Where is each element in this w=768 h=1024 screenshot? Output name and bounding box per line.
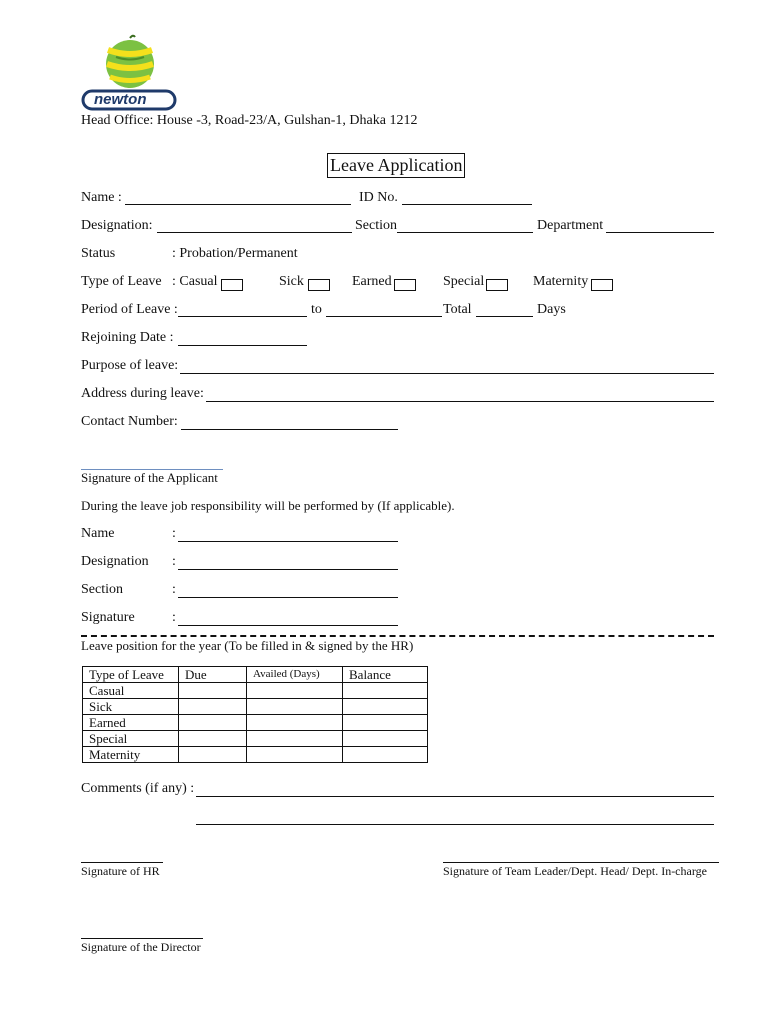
table-header-due: Due (179, 667, 247, 683)
hr-section-heading: Leave position for the year (To be filled in & signed by the HR) (81, 638, 414, 653)
table-cell-due[interactable] (179, 731, 247, 747)
resp-designation-field[interactable] (178, 569, 398, 570)
resp-section-colon: : (172, 582, 176, 597)
contact-label: Contact Number: (81, 414, 178, 429)
resp-name-label: Name (81, 526, 115, 541)
responsibility-intro: During the leave job responsibility will be performed by (If applicable). (81, 498, 455, 513)
address-label: Address during leave: (81, 386, 204, 401)
resp-section-field[interactable] (178, 597, 398, 598)
resp-designation-colon: : (172, 554, 176, 569)
newton-logo (80, 34, 178, 112)
page-title: Leave Application (327, 153, 465, 178)
table-cell-balance[interactable] (343, 715, 428, 731)
table-cell-availed[interactable] (247, 715, 343, 731)
leave-earned-checkbox[interactable] (394, 279, 416, 291)
table-row-type: Earned (83, 715, 179, 731)
team-leader-signature-line[interactable] (443, 862, 719, 863)
leave-casual-label: : Casual (172, 274, 218, 289)
table-row-type: Casual (83, 683, 179, 699)
total-days-field[interactable] (476, 316, 533, 317)
leave-position-table (82, 666, 428, 763)
period-to-field[interactable] (326, 316, 442, 317)
rejoining-date-label: Rejoining Date : (81, 330, 174, 345)
table-cell-balance[interactable] (343, 731, 428, 747)
table-header-row (83, 667, 428, 683)
period-from-field[interactable] (178, 316, 307, 317)
table-cell-due[interactable] (179, 683, 247, 699)
table-header-availed: Availed (Days) (247, 667, 343, 683)
leave-maternity-label: Maternity (533, 274, 589, 289)
leave-special-label: Special (443, 274, 485, 289)
status-value: : Probation/Permanent (172, 246, 298, 261)
resp-name-field[interactable] (178, 541, 398, 542)
dashed-divider (81, 635, 714, 637)
newton-logo-text: newton (94, 91, 147, 108)
purpose-field[interactable] (180, 373, 714, 374)
table-row-type: Special (83, 731, 179, 747)
hr-signature-line[interactable] (81, 862, 163, 863)
name-label: Name : (81, 190, 122, 205)
table-cell-due[interactable] (179, 699, 247, 715)
contact-field[interactable] (181, 429, 398, 430)
table-cell-availed[interactable] (247, 683, 343, 699)
period-to-label: to (311, 302, 322, 317)
comments-field-1[interactable] (196, 796, 714, 797)
days-label: Days (537, 302, 566, 317)
table-cell-availed[interactable] (247, 731, 343, 747)
status-label: Status (81, 246, 116, 261)
head-office-address: Head Office: House -3, Road-23/A, Gulshan-1, Dhaka 1212 (81, 113, 418, 128)
table-row (83, 683, 428, 699)
hr-signature-label: Signature of HR (81, 864, 160, 878)
table-cell-due[interactable] (179, 715, 247, 731)
director-signature-label: Signature of the Director (81, 940, 201, 954)
address-field[interactable] (206, 401, 714, 402)
section-label: Section (355, 218, 397, 233)
resp-signature-field[interactable] (178, 625, 398, 626)
table-row (83, 731, 428, 747)
period-of-leave-label: Period of Leave : (81, 302, 178, 317)
leave-earned-label: Earned (352, 274, 392, 289)
designation-field[interactable] (157, 232, 352, 233)
table-row-type: Maternity (83, 747, 179, 763)
director-signature-line[interactable] (81, 938, 203, 939)
resp-name-colon: : (172, 526, 176, 541)
table-cell-due[interactable] (179, 747, 247, 763)
type-of-leave-label: Type of Leave (81, 274, 162, 289)
id-no-label: ID No. (359, 190, 398, 205)
leave-special-checkbox[interactable] (486, 279, 508, 291)
table-cell-availed[interactable] (247, 747, 343, 763)
team-leader-signature-label: Signature of Team Leader/Dept. Head/ Dept. In-charge (443, 864, 707, 878)
resp-signature-label: Signature (81, 610, 135, 625)
table-header-balance: Balance (343, 667, 428, 683)
comments-label: Comments (if any) : (81, 781, 195, 796)
rejoining-date-field[interactable] (178, 345, 307, 346)
id-no-field[interactable] (402, 204, 532, 205)
purpose-label: Purpose of leave: (81, 358, 179, 373)
table-row (83, 715, 428, 731)
department-field[interactable] (606, 232, 714, 233)
table-row (83, 699, 428, 715)
table-header-type: Type of Leave (83, 667, 179, 683)
leave-sick-checkbox[interactable] (308, 279, 330, 291)
designation-label: Designation: (81, 218, 153, 233)
resp-section-label: Section (81, 582, 123, 597)
table-row-type: Sick (83, 699, 179, 715)
table-cell-availed[interactable] (247, 699, 343, 715)
leave-sick-label: Sick (279, 274, 304, 289)
table-cell-balance[interactable] (343, 699, 428, 715)
department-label: Department (537, 218, 604, 233)
comments-field-2[interactable] (196, 824, 714, 825)
leave-maternity-checkbox[interactable] (591, 279, 613, 291)
applicant-signature-label: Signature of the Applicant (81, 470, 218, 485)
table-cell-balance[interactable] (343, 747, 428, 763)
resp-designation-label: Designation (81, 554, 149, 569)
table-row (83, 747, 428, 763)
resp-signature-colon: : (172, 610, 176, 625)
name-field[interactable] (125, 204, 351, 205)
leave-casual-checkbox[interactable] (221, 279, 243, 291)
total-label: Total (443, 302, 472, 317)
table-cell-balance[interactable] (343, 683, 428, 699)
section-field[interactable] (397, 232, 533, 233)
